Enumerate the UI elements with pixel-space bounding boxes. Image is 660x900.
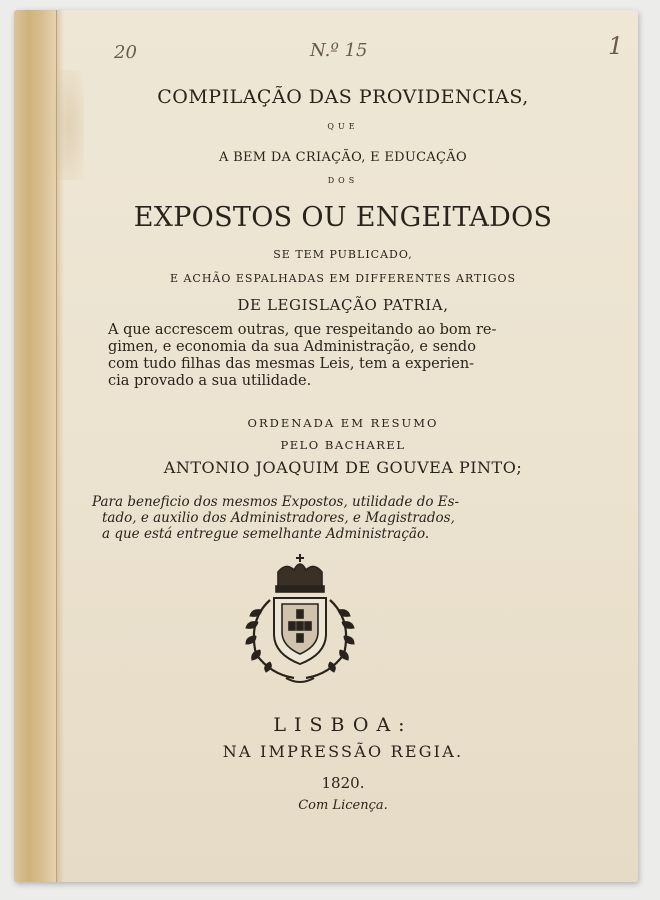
ordenada-line: ORDENADA EM RESUMO: [247, 416, 439, 430]
title-line-1: COMPILAÇÃO DAS PROVIDENCIAS,: [157, 86, 529, 108]
dedication-paragraph: [92, 494, 610, 542]
title-line-2: A BEM DA CRIAÇÃO, E EDUCAÇÃO: [219, 150, 467, 165]
description-paragraph: [108, 322, 604, 390]
imprint-city: LISBOA:: [273, 714, 413, 736]
handwritten-left-mark: 20: [114, 42, 137, 63]
title-line-4: E ACHÃO ESPALHADAS EM DIFFERENTES ARTIGOS: [169, 272, 517, 285]
paragraph-line: A que accrescem outras, que respeitando ao bom re-: [108, 322, 497, 338]
royal-coat-of-arms-icon: [234, 550, 366, 690]
author-name: ANTONIO JOAQUIM DE GOUVEA PINTO;: [163, 458, 523, 477]
dedication-line: Para beneficio dos mesmos Expostos, utilidade do Es-: [92, 494, 460, 510]
dedication-line: a que está entregue semelhante Administração.: [102, 526, 430, 542]
handwritten-number: N.º 15: [310, 40, 368, 61]
title-line-5: DE LEGISLAÇÃO PATRIA,: [237, 296, 449, 314]
word-dos: DOS: [327, 176, 359, 185]
word-que: QUE: [327, 122, 359, 131]
book-spine: [14, 10, 57, 882]
imprint-license: Com Licença.: [298, 798, 388, 813]
pelo-line: PELO BACHAREL: [280, 438, 406, 452]
paragraph-line: gimen, e economia da sua Administração, e sendo: [108, 339, 476, 355]
page-content: [70, 10, 624, 882]
imprint-year: 1820.: [321, 774, 365, 792]
main-title: EXPOSTOS OU ENGEITADOS: [133, 202, 553, 233]
imprint-printer: NA IMPRESSÃO REGIA.: [222, 742, 464, 761]
dedication-line: tado, e auxilio dos Administradores, e Magistrados,: [102, 510, 455, 526]
title-page: [14, 10, 638, 882]
paragraph-line: com tudo filhas das mesmas Leis, tem a experien-: [108, 356, 475, 372]
paragraph-line: cia provado a sua utilidade.: [108, 373, 312, 389]
handwritten-page-number: 1: [608, 32, 624, 60]
title-line-3: SE TEM PUBLICADO,: [273, 248, 413, 261]
